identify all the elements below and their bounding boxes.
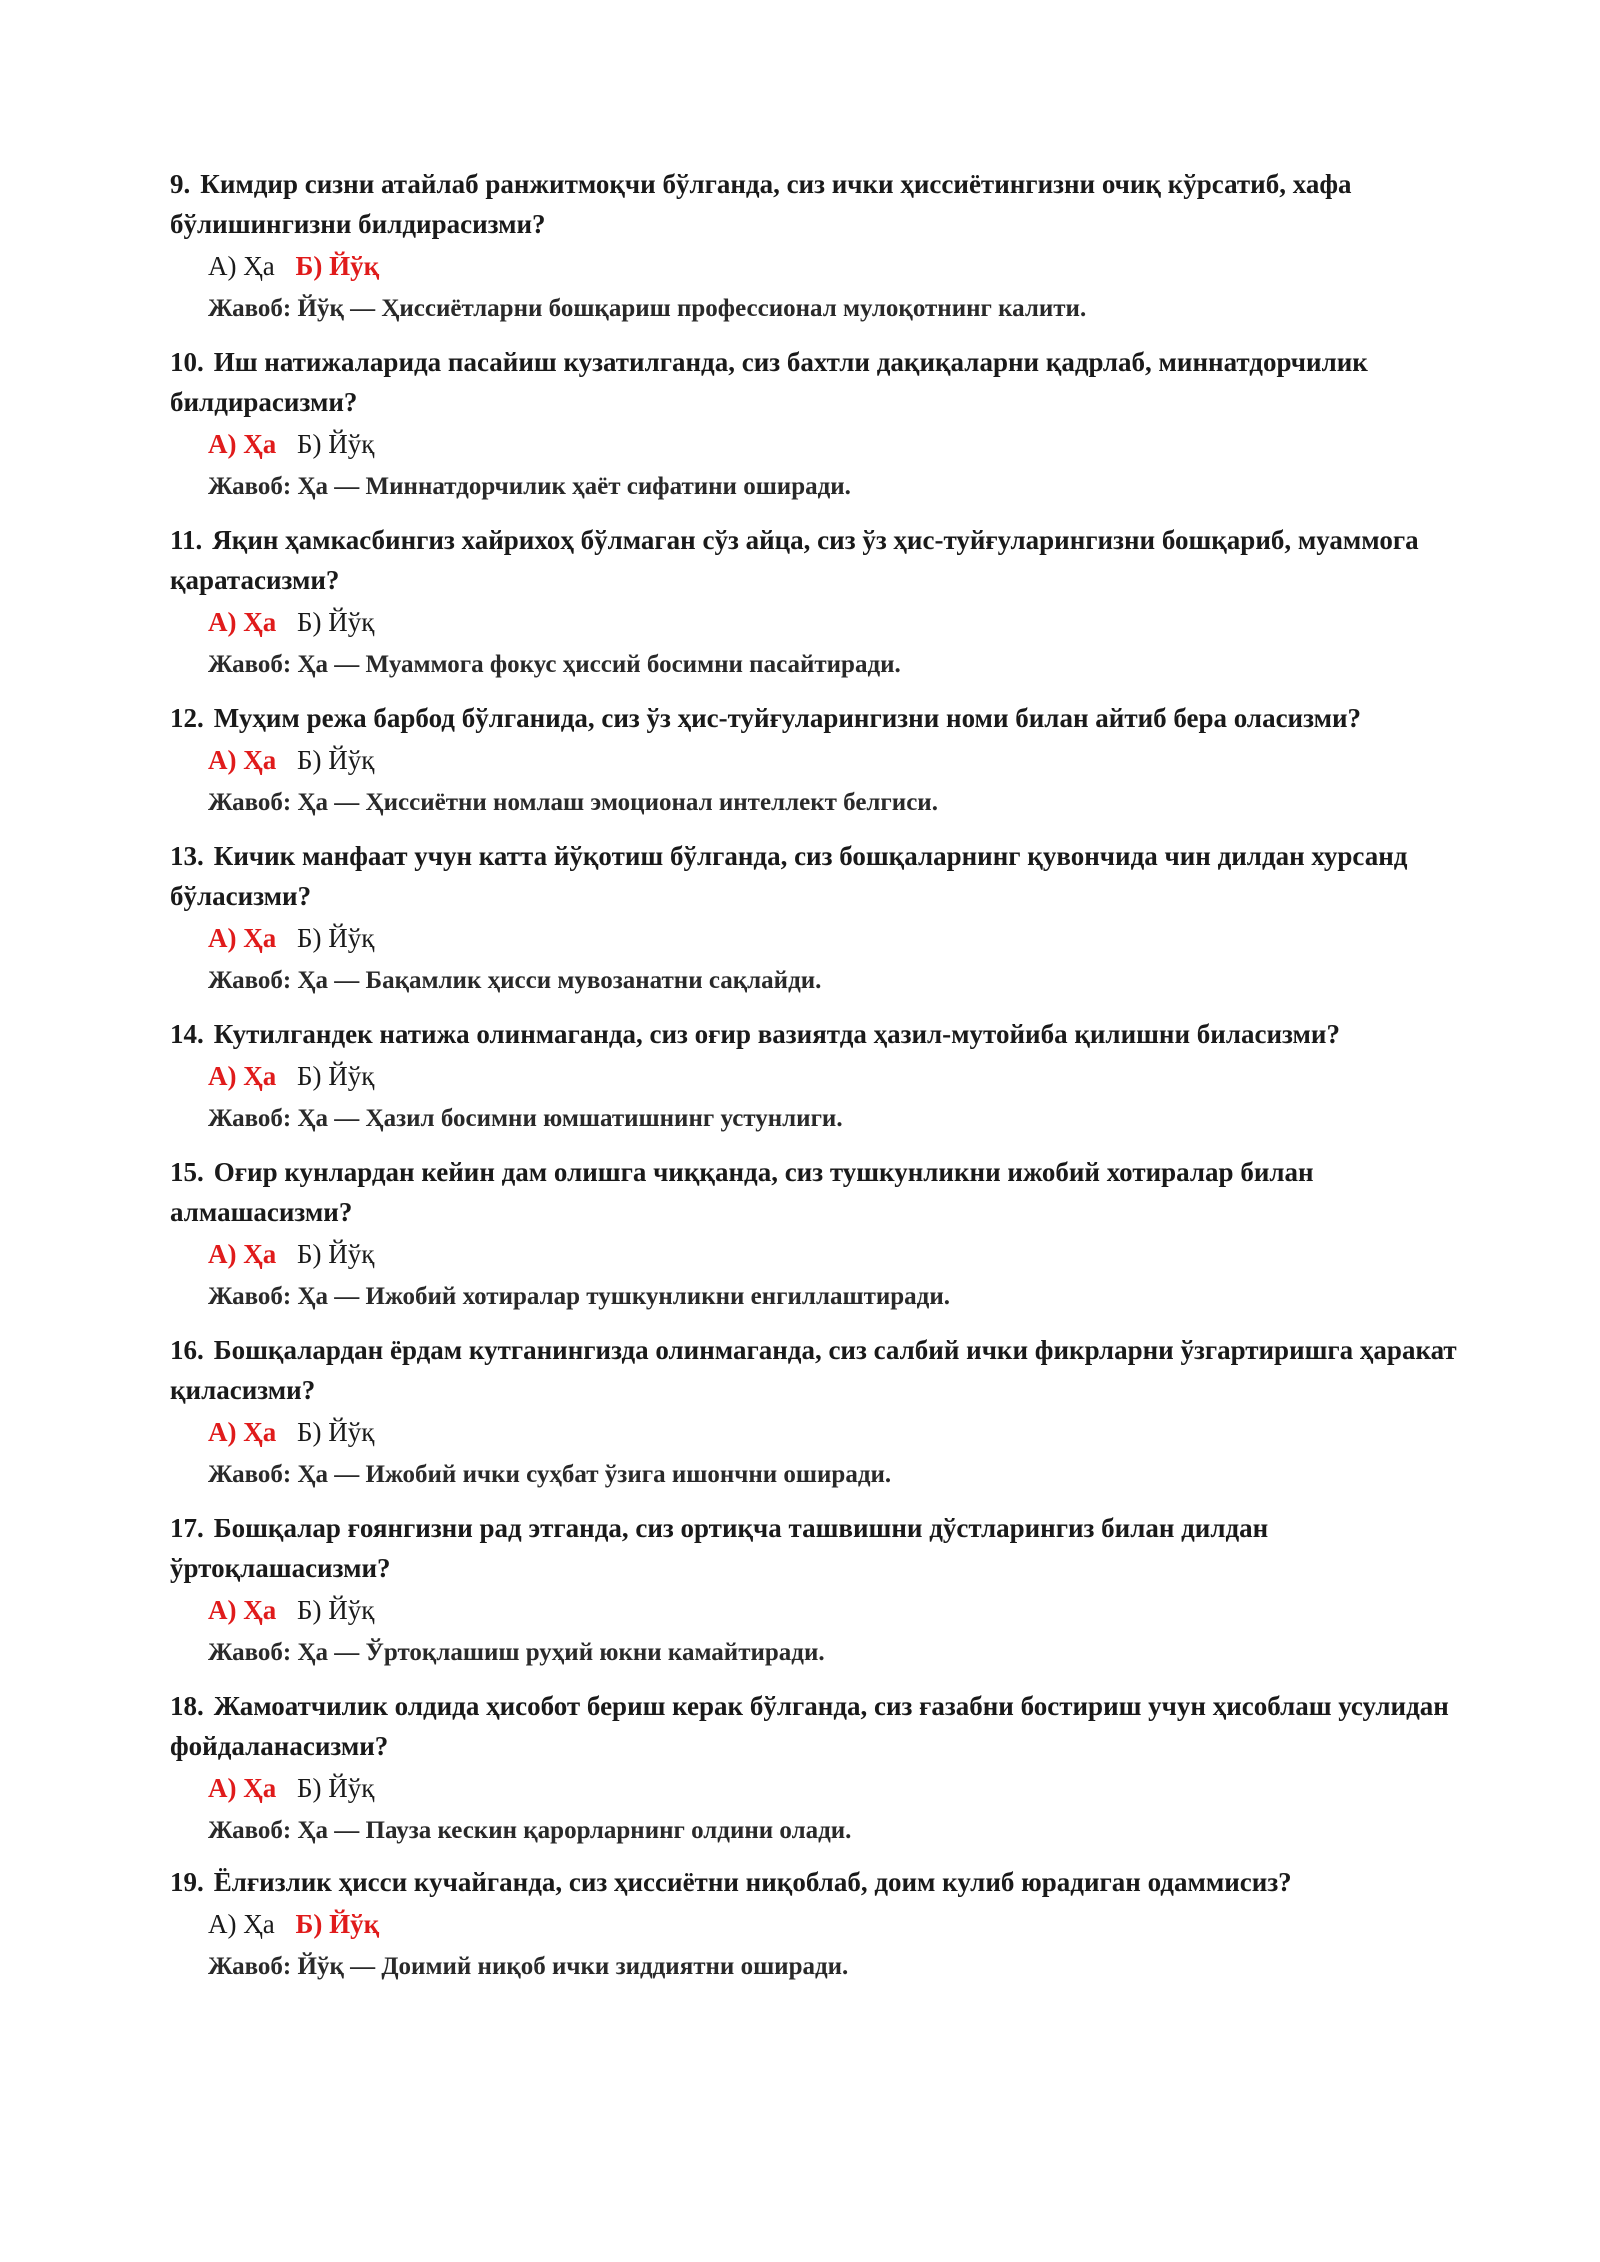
question-block — [170, 1014, 1460, 1138]
question-number: 15. — [170, 1157, 204, 1187]
question-body: Жамоатчилик олдида ҳисобот бериш керак бўлганда, сиз ғазабни бостириш учун ҳисоблаш усулидан фойдаланасизми? — [170, 1691, 1449, 1761]
question-body: Кутилгандек натижа олинмаганда, сиз оғир вазиятда ҳазил-мутойиба қилишни биласизми? — [213, 1019, 1340, 1049]
question-block — [170, 1862, 1460, 1986]
question-list — [170, 150, 1460, 1986]
answer-options — [208, 246, 1460, 286]
option-a: А) Ҳа — [208, 1595, 277, 1625]
answer-options — [208, 918, 1460, 958]
question-body: Яқин ҳамкасбингиз хайрихоҳ бўлмаган сўз айца, сиз ўз ҳис-туйғуларингизни бошқариб, муаммога қаратасизми? — [170, 525, 1419, 595]
answer-explanation: Жавоб: Йўқ — Доимий ниқоб ички зиддиятни оширади. — [208, 1953, 849, 1980]
option-a: А) Ҳа — [208, 745, 277, 775]
question-number: 19. — [170, 1867, 204, 1897]
answer-explanation: Жавоб: Ҳа — Бақамлик ҳисси мувозанатни сақлайди. — [208, 967, 822, 994]
question-text — [170, 836, 1460, 916]
question-text — [170, 1330, 1460, 1410]
option-b: Б) Йўқ — [295, 1909, 380, 1939]
question-block — [170, 164, 1460, 328]
option-a: А) Ҳа — [208, 607, 277, 637]
question-text — [170, 1508, 1460, 1588]
question-text — [170, 1686, 1460, 1766]
question-body: Кичик манфаат учун катта йўқотиш бўлганда, сиз бошқаларнинг қувончида чин дилдан хурсанд бўласизми? — [170, 841, 1408, 911]
option-b: Б) Йўқ — [297, 1773, 375, 1803]
question-text — [170, 698, 1460, 738]
question-block — [170, 342, 1460, 506]
question-body: Кимдир сизни атайлаб ранжитмоқчи бўлганда, сиз ички ҳиссиётингизни очиқ кўрсатиб, хафа бўлишингизни билдирасизми? — [170, 169, 1352, 239]
answer-options — [208, 1234, 1460, 1274]
question-block — [170, 1508, 1460, 1672]
option-b: Б) Йўқ — [297, 1595, 375, 1625]
option-a: А) Ҳа — [208, 1061, 277, 1091]
answer-options — [208, 1904, 1460, 1944]
option-b: Б) Йўқ — [297, 429, 375, 459]
option-b: Б) Йўқ — [297, 923, 375, 953]
option-a: А) Ҳа — [208, 429, 277, 459]
question-number: 10. — [170, 347, 204, 377]
answer-explanation: Жавоб: Ҳа — Ижобий ички суҳбат ўзига ишончни оширади. — [208, 1461, 892, 1488]
question-number: 16. — [170, 1335, 204, 1365]
question-block — [170, 836, 1460, 1000]
answer-options — [208, 1412, 1460, 1452]
option-a: А) Ҳа — [208, 1417, 277, 1447]
question-body: Ёлғизлик ҳисси кучайганда, сиз ҳиссиётни ниқоблаб, доим кулиб юрадиган одаммисиз? — [213, 1867, 1292, 1897]
answer-options — [208, 1056, 1460, 1096]
option-a: А) Ҳа — [208, 1909, 275, 1939]
option-a: А) Ҳа — [208, 1239, 277, 1269]
question-body: Иш натижаларида пасайиш кузатилганда, сиз бахтли дақиқаларни қадрлаб, миннатдорчилик билдирасизми? — [170, 347, 1368, 417]
answer-options — [208, 1590, 1460, 1630]
option-a: А) Ҳа — [208, 923, 277, 953]
question-block — [170, 1152, 1460, 1316]
question-number: 13. — [170, 841, 204, 871]
option-a: А) Ҳа — [208, 251, 275, 281]
answer-explanation: Жавоб: Ҳа — Муаммога фокус ҳиссий босимни пасайтиради. — [208, 651, 901, 678]
question-text — [170, 342, 1460, 422]
answer-explanation: Жавоб: Ҳа — Пауза кескин қарорларнинг олдини олади. — [208, 1817, 852, 1844]
question-text — [170, 1862, 1460, 1902]
question-block — [170, 1686, 1460, 1850]
question-number: 11. — [170, 525, 203, 555]
question-block — [170, 1330, 1460, 1494]
question-number: 9. — [170, 169, 191, 199]
question-text — [170, 1152, 1460, 1232]
answer-explanation: Жавоб: Ҳа — Ижобий хотиралар тушкунликни енгиллаштиради. — [208, 1283, 950, 1310]
option-b: Б) Йўқ — [297, 607, 375, 637]
option-b: Б) Йўқ — [295, 251, 380, 281]
question-number: 18. — [170, 1691, 204, 1721]
question-text — [170, 164, 1460, 244]
question-body: Бошқалар ғоянгизни рад этганда, сиз ортиқча ташвишни дўстларингиз билан дилдан ўртоқлашасизми? — [170, 1513, 1269, 1583]
answer-explanation: Жавоб: Ҳа — Ўртоқлашиш руҳий юкни камайтиради. — [208, 1639, 825, 1666]
question-text — [170, 1014, 1460, 1054]
answer-explanation: Жавоб: Ҳа — Ҳиссиётни номлаш эмоционал интеллект белгиси. — [208, 789, 938, 816]
answer-options — [208, 1768, 1460, 1808]
question-block — [170, 520, 1460, 684]
option-b: Б) Йўқ — [297, 1417, 375, 1447]
question-block — [170, 698, 1460, 822]
option-b: Б) Йўқ — [297, 745, 375, 775]
option-b: Б) Йўқ — [297, 1061, 375, 1091]
question-number: 17. — [170, 1513, 204, 1543]
answer-options — [208, 740, 1460, 780]
question-body: Бошқалардан ёрдам кутганингизда олинмаганда, сиз салбий ички фикрларни ўзгартиришга ҳаракат қиласизми? — [170, 1335, 1457, 1405]
answer-explanation: Жавоб: Ҳа — Ҳазил босимни юмшатишнинг устунлиги. — [208, 1105, 843, 1132]
answer-options — [208, 424, 1460, 464]
option-a: А) Ҳа — [208, 1773, 277, 1803]
option-b: Б) Йўқ — [297, 1239, 375, 1269]
question-text — [170, 520, 1460, 600]
answer-options — [208, 602, 1460, 642]
answer-explanation: Жавоб: Ҳа — Миннатдорчилик ҳаёт сифатини оширади. — [208, 473, 851, 500]
question-body: Оғир кунлардан кейин дам олишга чиққанда, сиз тушкунликни ижобий хотиралар билан алмашасизми? — [170, 1157, 1314, 1227]
question-number: 14. — [170, 1019, 204, 1049]
question-body: Муҳим режа барбод бўлганида, сиз ўз ҳис-туйғуларингизни номи билан айтиб бера оласизми? — [213, 703, 1362, 733]
question-number: 12. — [170, 703, 204, 733]
answer-explanation: Жавоб: Йўқ — Ҳиссиётларни бошқариш профессионал мулоқотнинг калити. — [208, 295, 1087, 322]
